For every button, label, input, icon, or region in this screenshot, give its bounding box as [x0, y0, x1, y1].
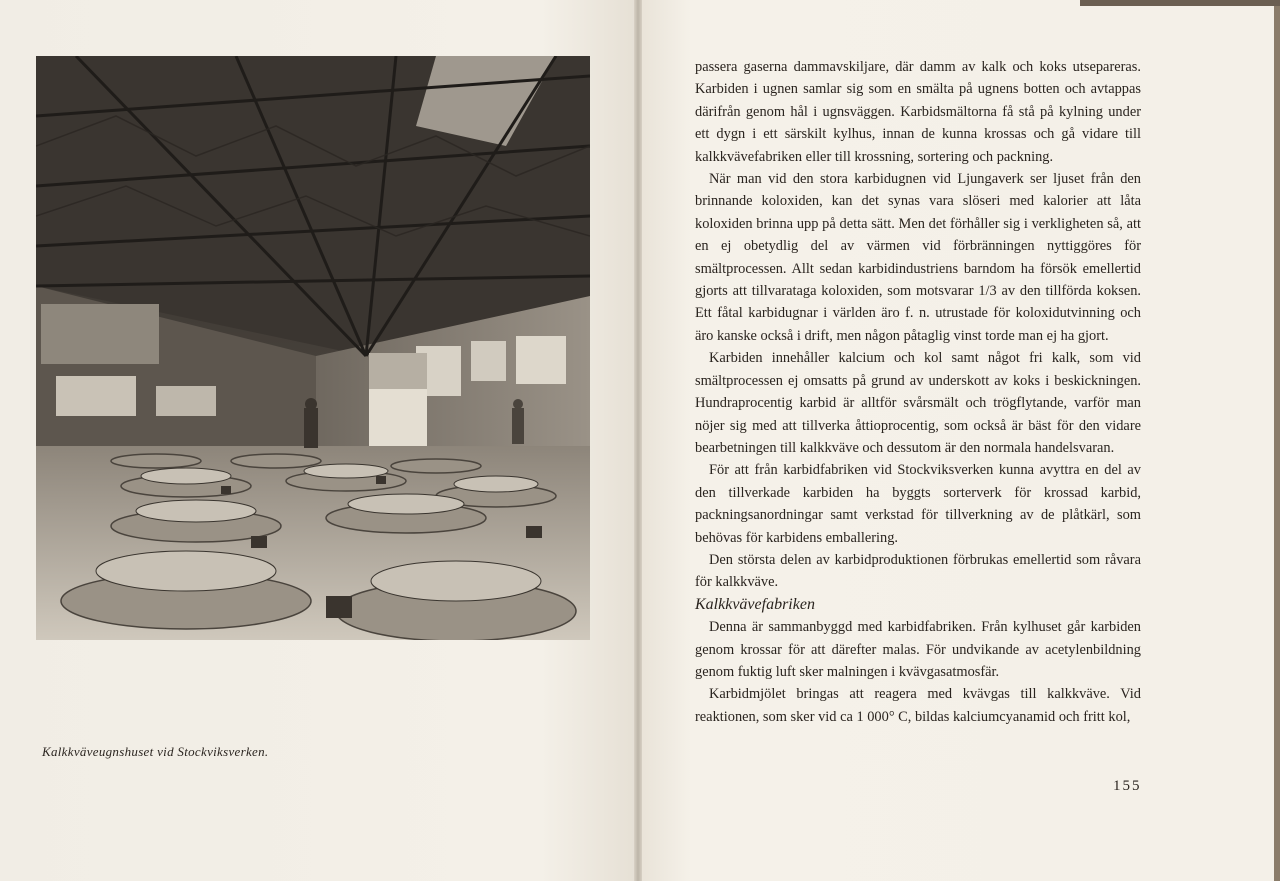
page-number: 155 [1113, 778, 1142, 794]
body-text [695, 56, 1141, 728]
paragraph: För att från karbidfabriken vid Stockviksverken kunna avyttra en del av den tillverkade karbiden ha byggts sorterverk för krossad karbid, packningsanordningar samt verkstad för tillverkning av de plåtkärl, som behövas för karbidens emballering. [695, 462, 1141, 546]
book-gutter [634, 0, 642, 881]
page-edge [1274, 0, 1280, 881]
factory-photograph [36, 56, 590, 640]
paragraph: Karbiden innehåller kalcium och kol samt något fri kalk, som vid smältprocessen ej omsatts på grund av underskott av koks i beskickningen. Hundraprocentig karbid är alltför svårsmält och trögflytande, varför man nöjer sig med att tillverka åttioprocentig, som också är bäst för den vidare bearbetningen till kalkkväve och dessutom är den normala handelsvaran. [695, 350, 1141, 456]
page-edge-top [1080, 0, 1280, 6]
paragraph: passera gaserna dammavskiljare, där damm av kalk och koks utsepareras. Karbiden i ugnen samlar sig som en smälta på ugnens botten och avtappas därifrån genom hål i ugnsväggen. Karbidsmältorna få stå på kylning under ett dygn i ett särskilt kylhus, innan de kunna krossas och gå vidare till kalkkvävefabriken eller till krossning, sortering och packning. [695, 59, 1141, 165]
photo-caption: Kalkkväveugnshuset vid Stockviksverken. [42, 744, 269, 759]
paragraph: Karbidmjölet bringas att reagera med kvävgas till kalkkväve. Vid reaktionen, som sker vid ca 1 000° C, bildas kalciumcyanamid och fritt kol, [695, 686, 1141, 725]
section-heading: Kalkkvävefabriken [695, 595, 815, 613]
paragraph: När man vid den stora karbidugnen vid Ljungaverk ser ljuset från den brinnande koloxiden, kan det synas vara slöseri med kalorier att låta koloxiden brinna upp på detta sätt. Men det förhåller sig i verkligheten så, att en ej obetydlig del av värmen vid förbränningen nyttiggöres för smältprocessen. Allt sedan karbidindustriens barndom ha försök emellertid gjorts att tillvarataga koloxiden, som motsvarar 1/3 av den tillförda koksen. Ett fåtal karbidugnar i världen äro f. n. utrustade för koloxidutvinning och äro kanske också i drift, men någon påtaglig vinst torde man ej ha gjort. [695, 171, 1141, 344]
paragraph: Denna är sammanbyggd med karbidfabriken. Från kylhuset går karbiden genom krossar för att därefter malas. För undvikande av acetylenbildning genom fuktig luft sker malningen i kvävgasatmosfär. [695, 619, 1141, 680]
paragraph: Den största delen av karbidproduktionen förbrukas emellertid som råvara för kalkkväve. [695, 551, 1141, 591]
